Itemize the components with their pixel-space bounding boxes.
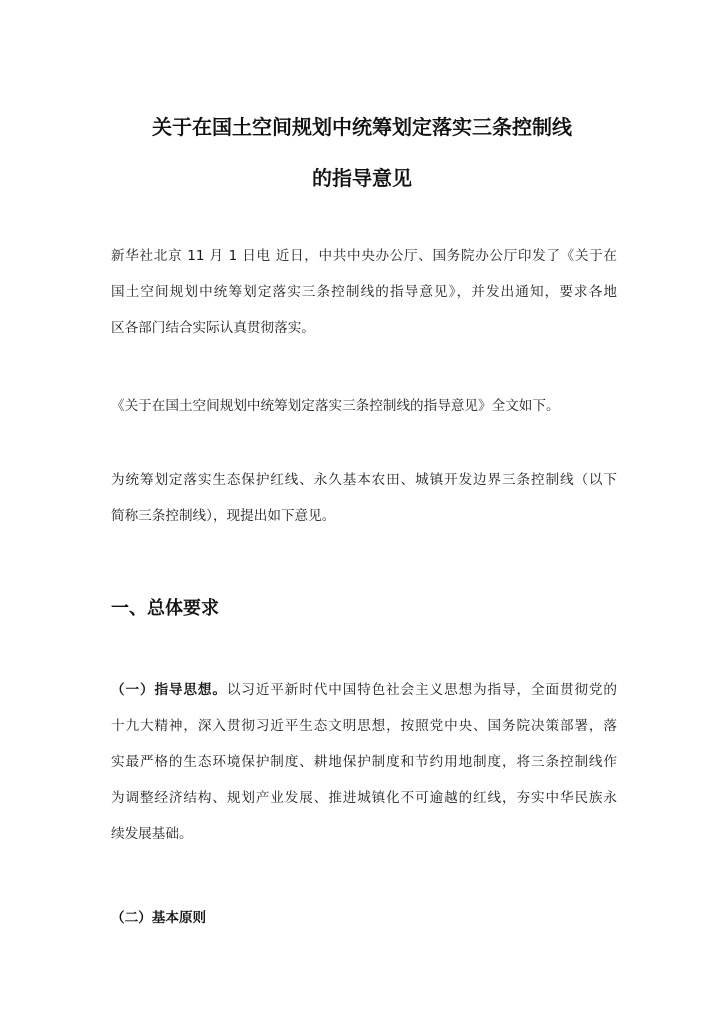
guiding-thought-label: （一）指导思想。 [111,682,227,698]
guiding-line: 十九大精神，深入贯彻习近平生态文明思想，按照党中央、国务院决策部署，落 [111,718,617,734]
guiding-thought-paragraph [111,672,617,852]
purpose-line: 简称三条控制线），现提出如下意见。 [111,508,336,524]
guiding-line: 为调整经济结构、规划产业发展、推进城镇化不可逾越的红线，夯实中华民族永 [111,790,617,806]
guiding-line-rest: 以习近平新时代中国特色社会主义思想为指导，全面贯彻党的 [226,682,618,698]
document-title-line-1: 关于在国土空间规划中统筹划定落实三条控制线 [152,115,572,139]
section-heading-overall-requirements: 一、总体要求 [111,598,219,619]
fulltext-paragraph [111,388,617,424]
sub-heading-basic-principles: （二）基本原则 [111,910,207,926]
purpose-paragraph [111,462,617,534]
intro-paragraph [111,238,617,346]
purpose-line: 为统筹划定落实生态保护红线、永久基本农田、城镇开发边界三条控制线（以下 [111,472,617,488]
fulltext-line: 《关于在国土空间规划中统筹划定落实三条控制线的指导意见》全文如下。 [111,398,560,414]
intro-line: 国土空间规划中统筹划定落实三条控制线的指导意见》，并发出通知，要求各地 [111,284,617,300]
guiding-line: 实最严格的生态环境保护制度、耕地保护制度和节约用地制度，将三条控制线作 [111,754,617,770]
document-title-line-2: 的指导意见 [312,166,412,190]
guiding-line [111,672,617,708]
guiding-line: 续发展基础。 [111,826,193,842]
intro-line: 新华社北京 11 月 1 日电 近日，中共中央办公厅、国务院办公厅印发了《关于在 [111,248,617,264]
intro-line: 区各部门结合实际认真贯彻落实。 [111,320,315,336]
